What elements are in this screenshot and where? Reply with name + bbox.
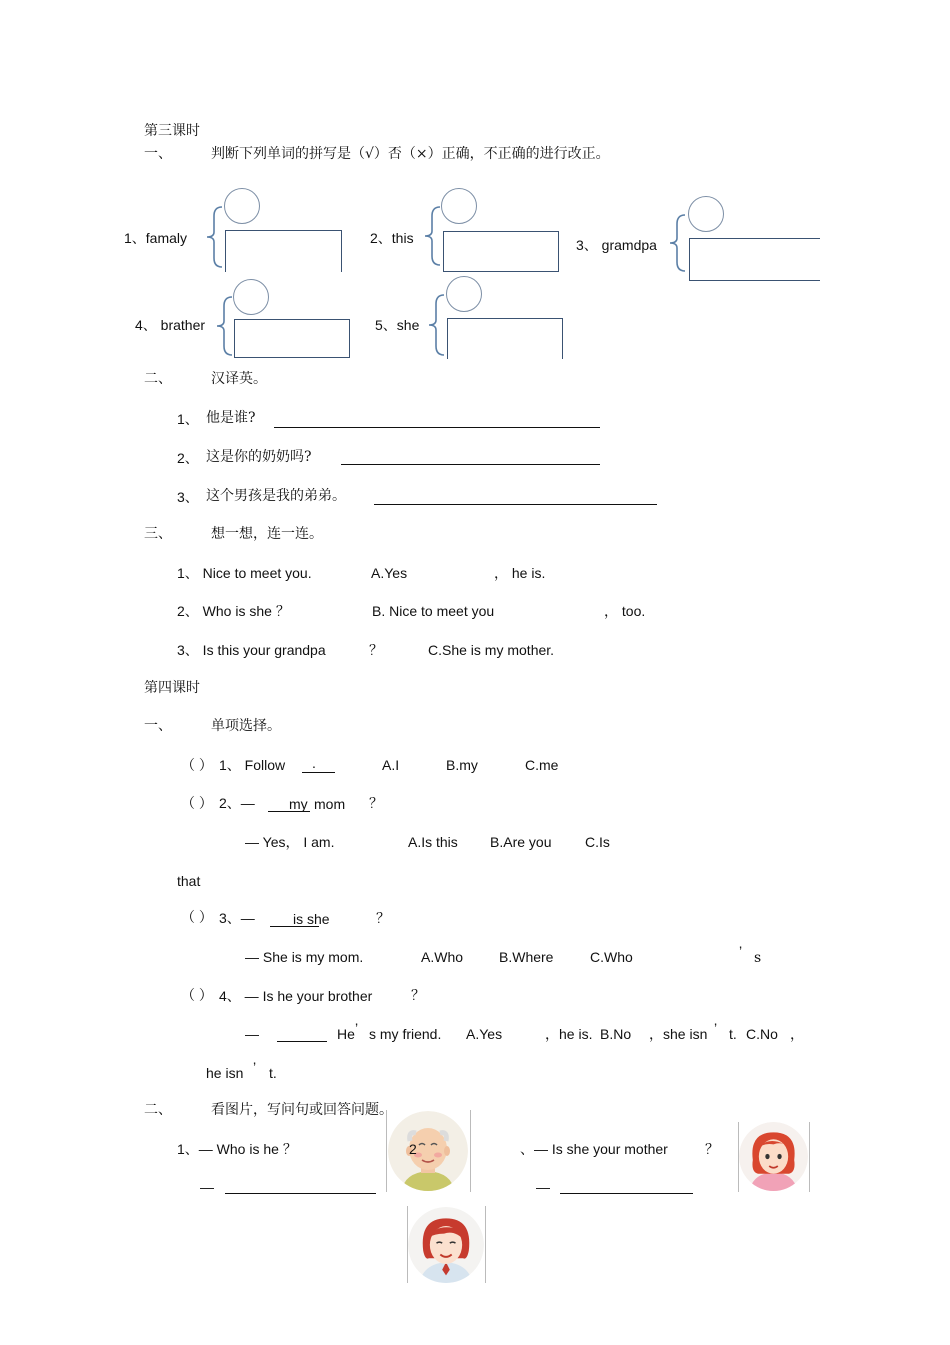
lesson4-title: 第四课时 xyxy=(144,680,200,696)
brace-2 xyxy=(422,206,442,266)
choice-4-option-b-tail: ，she isn xyxy=(649,1026,708,1042)
lesson4-sec1-number: 一、 xyxy=(144,718,172,734)
choice-2-option-c-cont: that xyxy=(177,873,201,889)
lesson4-sec2-instruction: 看图片，写问句或回答问题。 xyxy=(211,1102,393,1118)
translate-number-1: 1、 xyxy=(177,411,199,427)
brace-5 xyxy=(426,294,446,356)
choice-1-option-c: C.me xyxy=(525,757,559,773)
lesson3-sec2-instruction: 汉译英。 xyxy=(211,371,267,387)
translate-number-2: 2、 xyxy=(177,450,199,466)
lesson3-sec3-number: 三、 xyxy=(144,526,172,542)
choice-1-option-b: B.my xyxy=(446,757,478,773)
choice-3-answer: — She is my mom. xyxy=(245,949,364,965)
choice-2-blank-word: my xyxy=(289,796,308,812)
choice-4-option-c-end: t. xyxy=(269,1065,277,1081)
spelling-word-2: 2、this xyxy=(370,230,414,246)
correction-box-2[interactable] xyxy=(443,231,559,272)
grandpa-picture xyxy=(388,1111,468,1191)
spelling-word-5: 5、she xyxy=(375,317,420,333)
lesson4-sec2-number: 二、 xyxy=(144,1102,172,1118)
choice-3-option-b: B.Where xyxy=(499,949,554,965)
picture-question-2: 、— Is she your mother xyxy=(520,1141,668,1157)
translate-prompt-2: 这是你的奶奶吗? xyxy=(206,449,312,465)
judge-circle-3[interactable] xyxy=(688,196,724,232)
choice-4-he: He xyxy=(337,1026,355,1042)
translate-prompt-1: 他是谁? xyxy=(206,410,256,426)
choice-paren-1[interactable]: （ ） xyxy=(181,757,213,773)
choice-2-option-c: C.Is xyxy=(585,834,610,850)
choice-2-answer: — Yes， I am. xyxy=(245,834,335,850)
choice-blank-1-dot: . xyxy=(312,755,316,771)
choice-paren-2[interactable]: （ ） xyxy=(181,795,213,811)
lesson3-sec1-number: 一、 xyxy=(144,146,172,162)
choice-4-option-c-comma: ， xyxy=(790,1026,804,1042)
choice-4-option-a: A.Yes xyxy=(466,1026,503,1042)
translate-answer-line-3[interactable] xyxy=(374,504,657,505)
choice-3-blank-words: is she xyxy=(293,911,330,927)
choice-stem-2: 2、— xyxy=(219,795,255,811)
choice-2-option-b: B.Are you xyxy=(490,834,552,850)
choice-4-option-b-apostrophe: ’ xyxy=(714,1020,718,1036)
translate-prompt-3: 这个男孩是我的弟弟。 xyxy=(206,488,346,504)
choice-4-apostrophe: ’ xyxy=(355,1020,359,1036)
spelling-word-4: 4、 brather xyxy=(135,317,206,333)
choice-4-mark: ？ xyxy=(411,987,425,1003)
choice-4-option-c-cont: he isn xyxy=(206,1065,244,1081)
choice-blank-1[interactable] xyxy=(302,772,335,773)
correction-box-1[interactable] xyxy=(225,230,342,272)
judge-circle-5[interactable] xyxy=(446,276,482,312)
choice-2-tail: mom xyxy=(314,796,346,812)
match-right-1: A.Yes xyxy=(371,565,408,581)
brace-4 xyxy=(214,296,234,356)
lesson3-sec3-instruction: 想一想，连一连。 xyxy=(211,526,323,542)
match-right-2-tail: ， too. xyxy=(604,603,646,619)
woman-picture xyxy=(408,1207,484,1283)
judge-circle-4[interactable] xyxy=(233,279,269,315)
choice-stem-1: 1、 Follow xyxy=(219,757,286,773)
choice-4-option-c: C.No xyxy=(746,1026,778,1042)
choice-paren-3[interactable]: （ ） xyxy=(181,909,213,925)
choice-2-option-a: A.Is this xyxy=(408,834,458,850)
lesson3-title: 第三课时 xyxy=(144,123,200,139)
lesson4-sec1-instruction: 单项选择。 xyxy=(211,718,281,734)
judge-circle-1[interactable] xyxy=(224,188,260,224)
choice-1-option-a: A.I xyxy=(382,757,400,773)
match-left-2: 2、 Who is she ？ xyxy=(177,603,290,619)
choice-4-dash: — xyxy=(245,1026,259,1042)
lesson3-sec1-instruction: 判断下列单词的拼写是（√）否（×）正确，不正确的进行改正。 xyxy=(211,146,610,162)
correction-box-4[interactable] xyxy=(234,319,350,358)
picture-answer-dash-1: — xyxy=(200,1179,214,1195)
picture-answer-line-1[interactable] xyxy=(225,1193,376,1194)
translate-number-3: 3、 xyxy=(177,489,199,505)
spelling-word-3: 3、 gramdpa xyxy=(576,237,657,253)
choice-4-option-a-tail: ，he is. xyxy=(545,1026,593,1042)
choice-3-option-a: A.Who xyxy=(421,949,464,965)
choice-blank-4[interactable] xyxy=(277,1041,327,1042)
choice-3-s: s xyxy=(754,950,762,966)
translate-answer-line-2[interactable] xyxy=(341,464,600,465)
picture-question-1: 1、— Who is he ？ xyxy=(177,1141,297,1157)
choice-paren-4[interactable]: （ ） xyxy=(181,987,213,1003)
correction-box-3[interactable] xyxy=(689,238,820,281)
choice-3-option-c: C.Who xyxy=(590,949,633,965)
choice-4-option-b-end: t. xyxy=(729,1026,737,1042)
match-right-1-tail: ， he is. xyxy=(494,565,546,581)
mother-picture xyxy=(739,1122,808,1191)
choice-2-mark: ？ xyxy=(369,795,383,811)
judge-circle-2[interactable] xyxy=(441,188,477,224)
correction-box-5[interactable] xyxy=(447,318,563,359)
match-left-3: 3、 Is this your grandpa xyxy=(177,642,326,658)
choice-4-option-c-apostrophe: ’ xyxy=(253,1059,257,1075)
choice-4-rest: s my friend. xyxy=(369,1026,442,1042)
choice-3-apostrophe: ’ xyxy=(739,943,743,959)
brace-1 xyxy=(204,206,224,268)
choice-stem-4: 4、 — Is he your brother xyxy=(219,988,373,1004)
picture-answer-dash-2: — xyxy=(536,1179,550,1195)
picture-answer-line-2[interactable] xyxy=(560,1193,693,1194)
match-left-3-mark: ？ xyxy=(369,642,383,658)
match-right-2: B. Nice to meet you xyxy=(372,603,495,619)
choice-4-option-b: B.No xyxy=(600,1026,632,1042)
match-left-1: 1、 Nice to meet you. xyxy=(177,565,312,581)
spelling-word-1: 1、famaly xyxy=(124,230,188,246)
match-right-3: C.She is my mother. xyxy=(428,642,555,658)
choice-stem-3: 3、— xyxy=(219,910,255,926)
translate-answer-line-1[interactable] xyxy=(274,427,600,428)
lesson3-sec2-number: 二、 xyxy=(144,371,172,387)
choice-3-mark: ？ xyxy=(376,910,390,926)
picture-question-2-mark: ？ xyxy=(705,1141,719,1157)
brace-3 xyxy=(667,214,687,272)
picture-question-2-number: 2 xyxy=(409,1141,417,1157)
